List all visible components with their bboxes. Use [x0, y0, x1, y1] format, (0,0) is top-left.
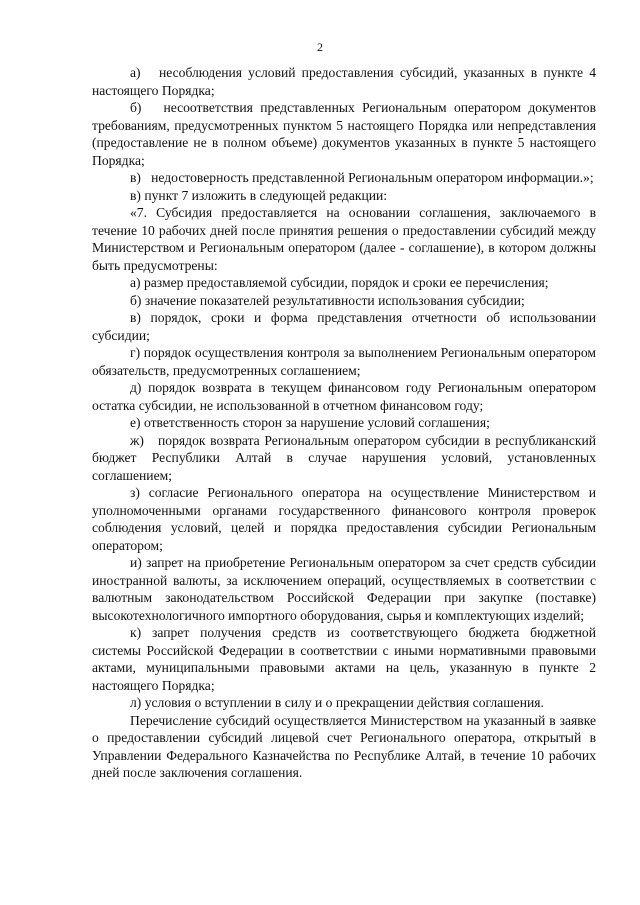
paragraph-item-v-inaccuracy: в) недостоверность представленной Региональным оператором информации.»; — [130, 170, 594, 185]
paragraph-item-b-indicators: б) значение показателей результативности использования субсидии; — [130, 292, 525, 308]
paragraph-item-i-currency-ban: и) запрет на приобретение Региональным оператором за счет средств субсидии иностранной валюты, за исключением операций, осуществляемых в соответствии с валютным законодательством Российской Федерации при закупке (поставке) высокотехнологичного импортного оборудования, сырья и комплектующих изделий; — [92, 555, 596, 623]
paragraph-item-v-reporting: в) порядок, сроки и форма представления отчетности об использовании субсидии; — [92, 310, 596, 343]
paragraph-clause-7-intro: «7. Субсидия предоставляется на основании соглашения, заключаемого в течение 10 рабочих дней после принятия решения о предоставлении субсидий между Министерством и Региональным оператором (далее - соглашение), в котором должны быть предусмотрены: — [92, 205, 596, 273]
page-number: 2 — [317, 40, 323, 54]
paragraph-item-e-responsibility: е) ответственность сторон за нарушение условий соглашения; — [130, 415, 490, 430]
paragraph-item-b-documents: б) несоответствия представленных Региональным оператором документов требованиям, предусмотренных пунктом 5 настоящего Порядка или непредставления (предоставление не в полном объеме) документов указанных в пункте 5 настоящего Порядка; — [92, 100, 596, 168]
paragraph-item-k-funding-ban: к) запрет получения средств из соответствующего бюджета бюджетной системы Российской Федерации в соответствии с иными нормативными правовыми актами, муниципальными правовыми актами на цель, указанную в пункте 2 настоящего Порядка; — [92, 625, 596, 693]
paragraph-item-a-violation: а) несоблюдения условий предоставления субсидий, указанных в пункте 4 настоящего Порядка; — [92, 65, 596, 98]
paragraph-item-g-control: г) порядок осуществления контроля за выполнением Региональным оператором обязательств, предусмотренных соглашением; — [92, 345, 596, 378]
paragraph-item-d-return-balance: д) порядок возврата в текущем финансовом году Региональным оператором остатка субсидии, не использованной в отчетном финансовом году; — [92, 380, 596, 413]
paragraph-item-zh-return-budget: ж) порядок возврата Региональным оператором субсидии в республиканский бюджет Республики Алтай в случае нарушения условий, установленных соглашением; — [92, 432, 596, 483]
paragraph-amendment-clause-7: в) пункт 7 изложить в следующей редакции: — [130, 187, 388, 203]
paragraph-transfer: Перечисление субсидий осуществляется Министерством на указанный в заявке о предоставлении субсидий лицевой счет Регионального оператора, открытый в Управлении Федерального Казначейства по Республике Алтай, в течение 10 рабочих дней после заключения соглашения. — [92, 712, 596, 780]
paragraph-item-l-validity: л) условия о вступлении в силу и о прекращении действия соглашения. — [130, 695, 544, 710]
paragraph-item-z-consent: з) согласие Регионального оператора на осуществление Министерством и уполномоченными органами государственного финансового контроля проверок соблюдения условий, целей и порядка предоставления субсидии Региональным оператором; — [92, 485, 596, 553]
document-body — [92, 64, 596, 782]
paragraph-item-a-amount: а) размер предоставляемой субсидии, порядок и сроки ее перечисления; — [130, 275, 549, 290]
